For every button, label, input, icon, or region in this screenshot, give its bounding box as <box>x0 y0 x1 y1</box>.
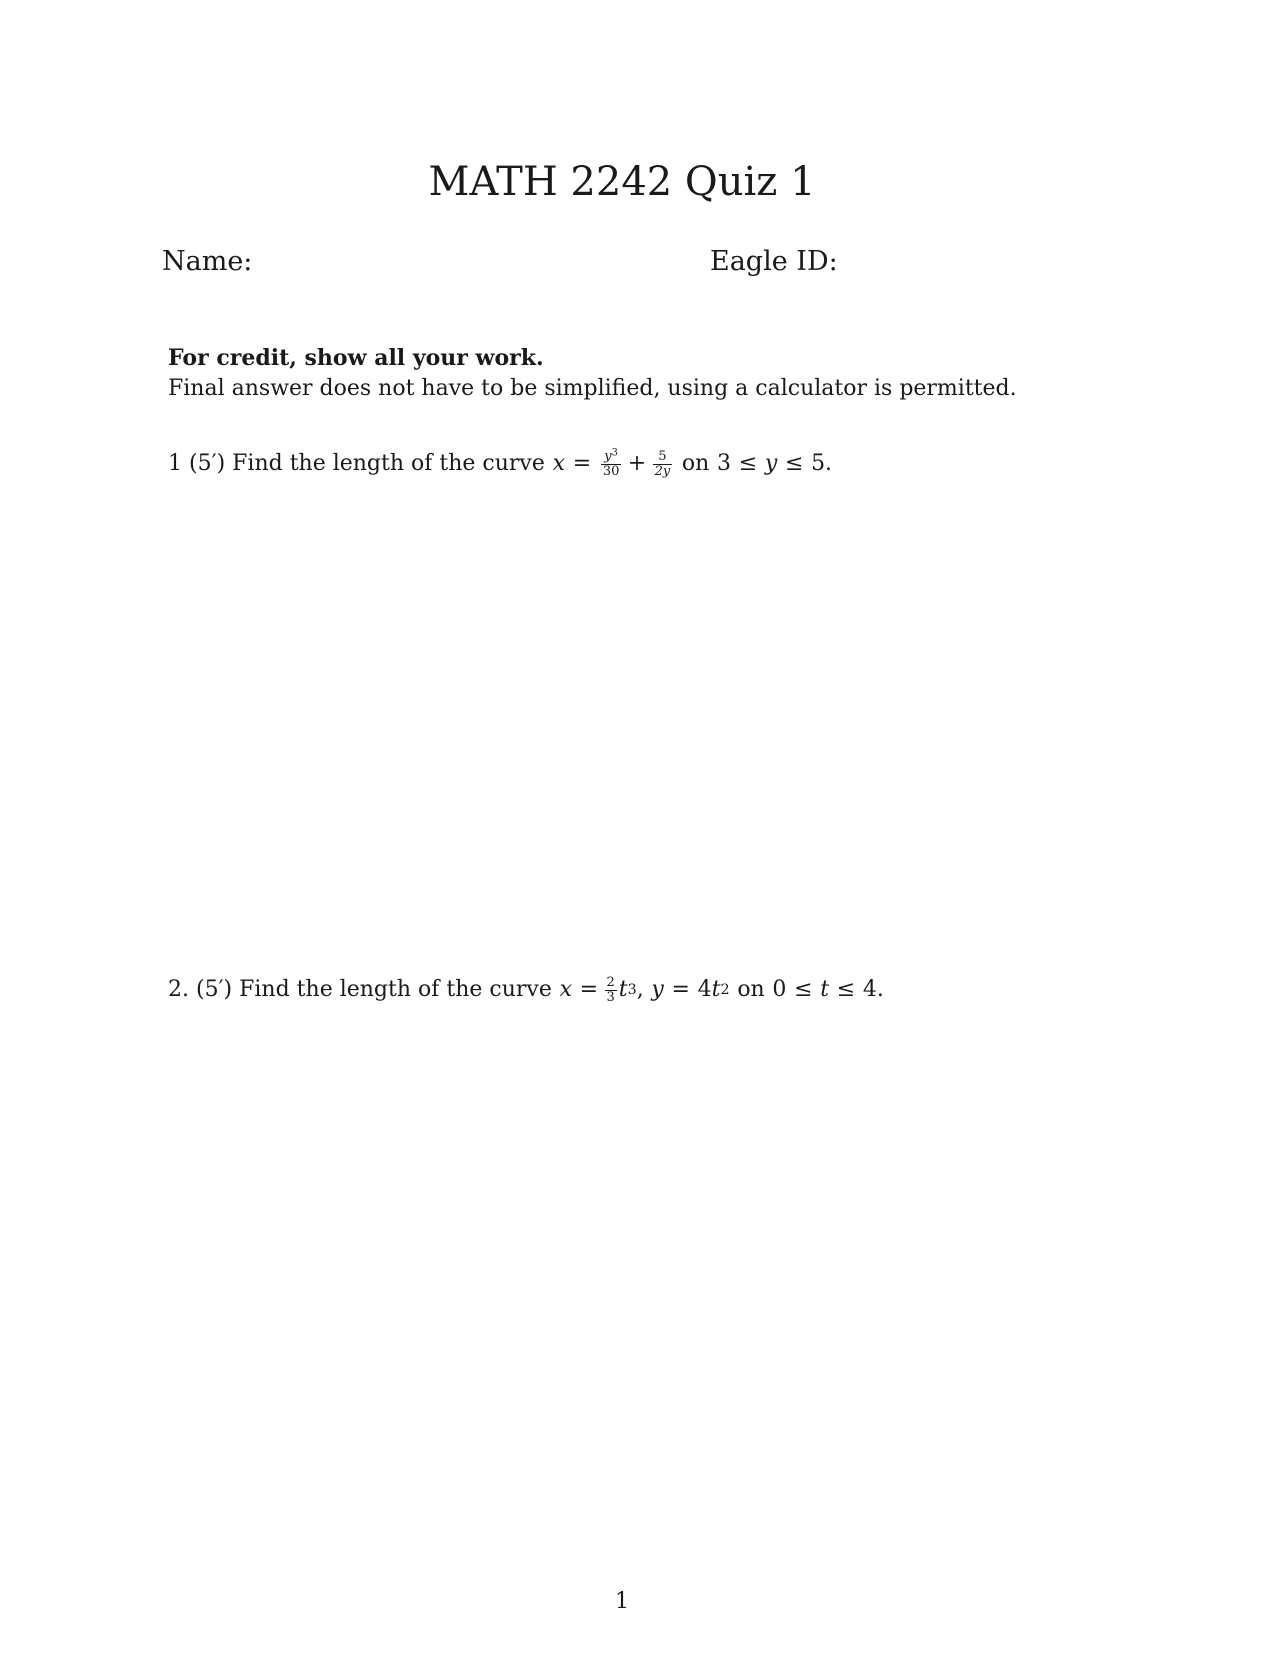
problem-2-low: 0 <box>772 977 787 1002</box>
problem-1 <box>168 449 832 479</box>
problem-1-frac2-den: 2y <box>654 463 671 479</box>
problem-1-prefix: 1 (5′) Find the length of the curve <box>168 451 545 476</box>
problem-1-fraction-1 <box>601 447 622 479</box>
problem-2-equals-1: = <box>579 977 599 1002</box>
instructions-text: Final answer does not have to be simplified, using a calculator is permitted. <box>168 376 1017 401</box>
problem-2-var-t: t <box>820 977 830 1002</box>
problem-1-fraction-2 <box>653 450 673 479</box>
problem-1-on: on <box>681 451 710 476</box>
problem-1-frac1-exp: 3 <box>611 447 618 459</box>
problem-2-var-y: y <box>651 977 664 1002</box>
problem-1-var-y: y <box>764 451 778 476</box>
problem-1-frac1-num: y <box>604 448 612 464</box>
problem-2-le-2: ≤ <box>836 977 856 1002</box>
problem-2-t-1: t <box>618 977 628 1002</box>
problem-2-le-1: ≤ <box>794 977 813 1002</box>
instructions-bold: For credit, show all your work. <box>168 345 544 371</box>
problem-2-var-x: x <box>559 977 572 1002</box>
problem-1-frac1-den: 30 <box>602 463 620 479</box>
problem-2-comma: , <box>636 977 644 1002</box>
problem-1-equals: = <box>572 451 592 476</box>
problem-2-t-2: t <box>711 977 721 1002</box>
problem-2-coef: 4 <box>697 977 712 1002</box>
problem-2-frac-den: 3 <box>606 989 615 1005</box>
problem-2-high: 4. <box>862 977 884 1002</box>
problem-1-le-1: ≤ <box>738 451 758 476</box>
problem-2: 2. (5′) Find the length of the curve x = $\frac{2}{3}$ t 3 , y = 4 t 2 on 0 ≤ t ≤ 4. <box>168 974 884 1005</box>
problem-2-on: on <box>737 977 765 1002</box>
problem-2-fraction <box>605 976 617 1005</box>
problem-2-frac-num: 2 <box>606 974 615 990</box>
problem-1-low: 3 <box>717 451 731 476</box>
problem-1-le-2: ≤ <box>784 451 804 476</box>
name-label: Name: <box>162 246 253 277</box>
page-title: MATH 2242 Quiz 1 <box>428 159 816 205</box>
problem-2-equals-2: = <box>671 977 690 1002</box>
problem-1-high: 5. <box>811 451 833 476</box>
problem-1-frac2-num: 5 <box>658 448 667 464</box>
problem-2-prefix: 2. (5′) Find the length of the curve <box>168 977 552 1002</box>
problem-1-plus: + <box>627 451 647 476</box>
eagle-id-label: Eagle ID: <box>710 246 838 277</box>
problem-1-var-x: x <box>552 451 565 476</box>
page-number: 1 <box>615 1589 629 1614</box>
